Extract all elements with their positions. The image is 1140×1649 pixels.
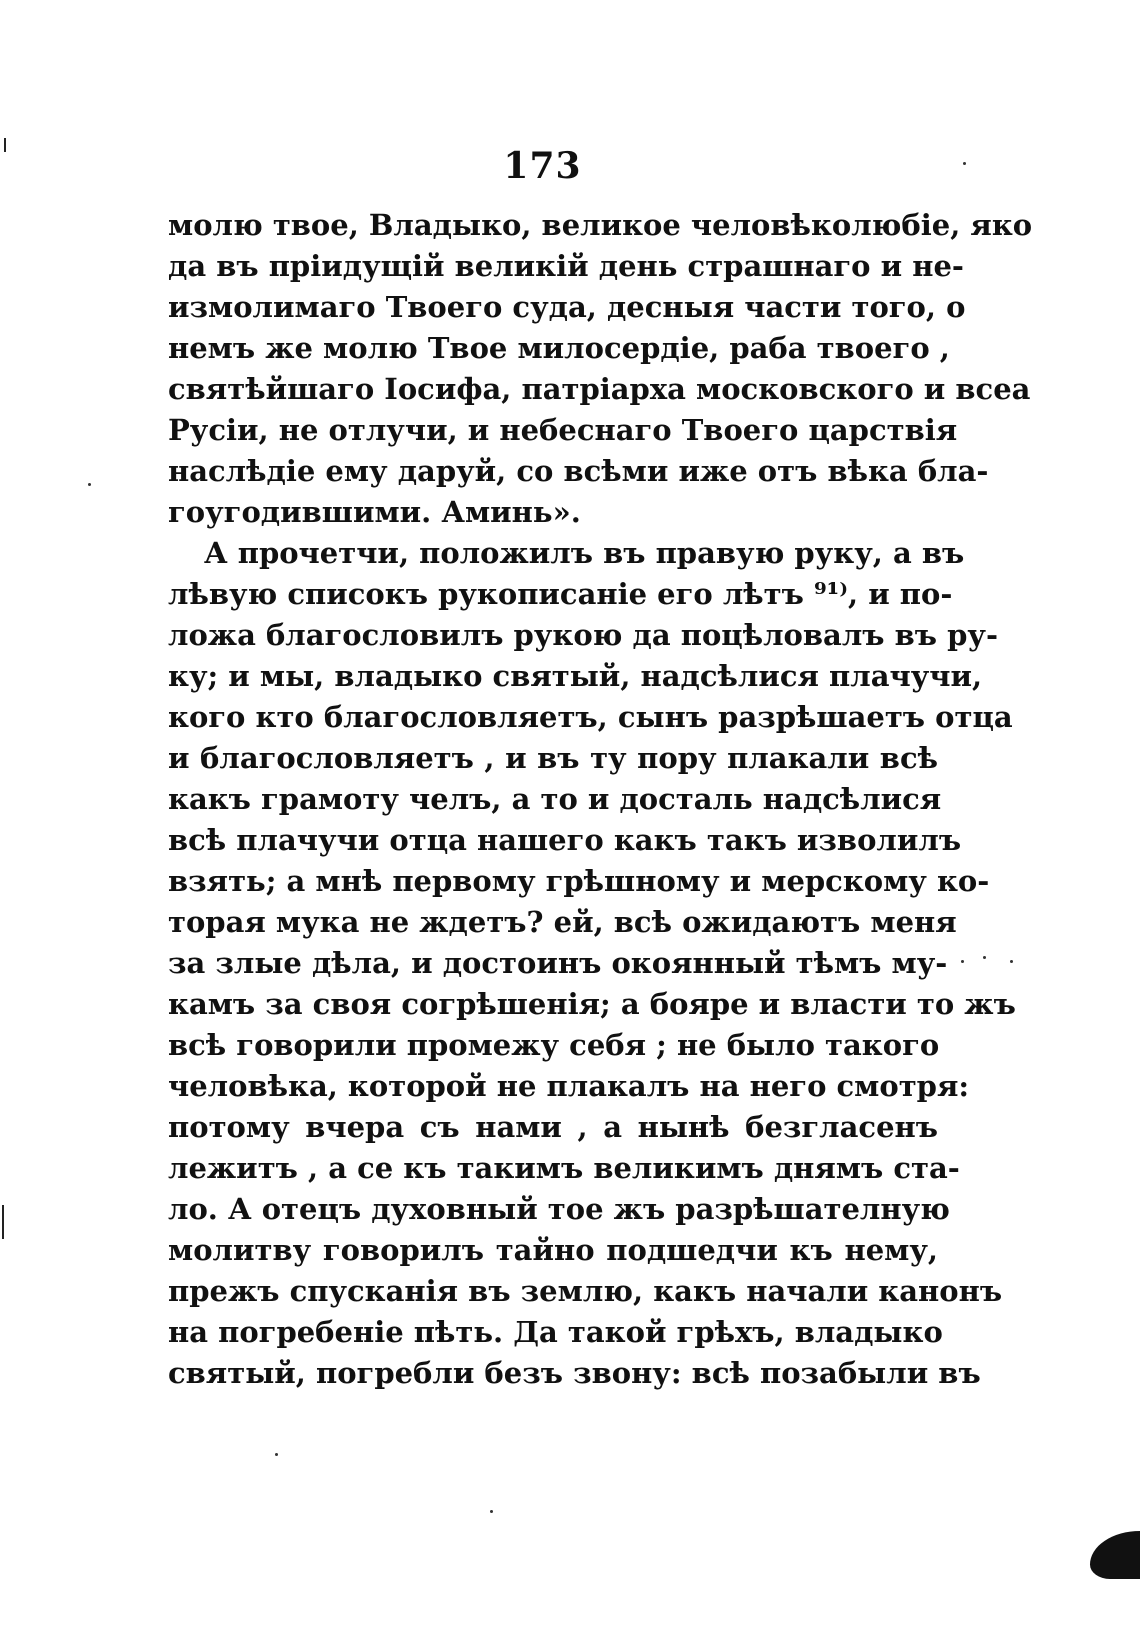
- scan-speck: [963, 162, 966, 165]
- text-line: и благословляетъ , и въ ту пору плакали всѣ: [168, 741, 938, 775]
- text-line: человѣка, которой не плакалъ на него смотря:: [168, 1069, 970, 1103]
- text-line: А прочетчи, положилъ въ правую руку, а въ: [204, 536, 965, 570]
- scan-speck: [88, 483, 91, 486]
- text-line: наслѣдіе ему даруй, со всѣми иже отъ вѣка бла-: [168, 454, 989, 488]
- text-line: потому вчера съ нами , а нынѣ безгласенъ: [168, 1110, 938, 1144]
- scan-corner-shadow: [1090, 1531, 1140, 1579]
- scan-edge-mark: [2, 1205, 4, 1239]
- text-line: взять; а мнѣ первому грѣшному и мерскому ко-: [168, 864, 990, 898]
- text-line: за злые дѣла, и достоинъ окоянный тѣмъ му-: [168, 946, 948, 980]
- body-text: [168, 205, 1033, 1394]
- text-line: ку; и мы, владыко святый, надсѣлися плачучи,: [168, 659, 983, 693]
- text-line: святый, погребли безъ звону: всѣ позабыли въ: [168, 1356, 981, 1390]
- scan-speck: [275, 1453, 278, 1456]
- text-line: ложа благословилъ рукою да поцѣловалъ въ ру-: [168, 618, 998, 652]
- page-number: 173: [503, 145, 582, 187]
- text-line: кого кто благословляетъ, сынъ разрѣшаетъ отца: [168, 700, 1013, 734]
- text-line: гоугодившими. Аминь».: [168, 495, 581, 529]
- text-line: немъ же молю Твое милосердіе, раба твоего ,: [168, 331, 950, 365]
- scan-speck: [961, 960, 964, 963]
- text-line: всѣ говорили промежу себя ; не было такого: [168, 1028, 940, 1062]
- text-line: молитву говорилъ тайно подшедчи къ нему,: [168, 1233, 938, 1267]
- text-line: камъ за своя согрѣшенія; а бояре и власти то жъ: [168, 987, 1016, 1021]
- text-line: какъ грамоту челъ, а то и досталь надсѣлися: [168, 782, 942, 816]
- text-line: святѣйшаго Іосифа, патріарха московского и всеа: [168, 372, 1031, 406]
- text-line: всѣ плачучи отца нашего какъ такъ изволилъ: [168, 823, 962, 857]
- text-line: прежъ спусканія въ землю, какъ начали канонъ: [168, 1274, 1003, 1308]
- text-line: измолимаго Твоего суда, десныя части того, о: [168, 290, 966, 324]
- text-line: на погребеніе пѣть. Да такой грѣхъ, владыко: [168, 1315, 943, 1349]
- scan-speck: [983, 956, 986, 959]
- text-line: лѣвую списокъ рукописаніе его лѣтъ ⁹¹⁾, и по-: [168, 577, 953, 611]
- scan-speck: [490, 1510, 493, 1513]
- text-line: Русіи, не отлучи, и небеснаго Твоего царствія: [168, 413, 958, 447]
- text-line: лежитъ , а се къ такимъ великимъ днямъ ста-: [168, 1151, 960, 1185]
- text-line: торая мука не ждетъ? ей, всѣ ожидаютъ меня: [168, 905, 957, 939]
- text-line: молю твое, Владыко, великое человѣколюбіе, яко: [168, 208, 1033, 242]
- text-line: да въ пріидущій великій день страшнаго и не-: [168, 249, 964, 283]
- text-line: ло. А отецъ духовный тое жъ разрѣшателную: [168, 1192, 950, 1226]
- scan-edge-mark: [4, 138, 6, 152]
- scan-speck: [1010, 960, 1013, 963]
